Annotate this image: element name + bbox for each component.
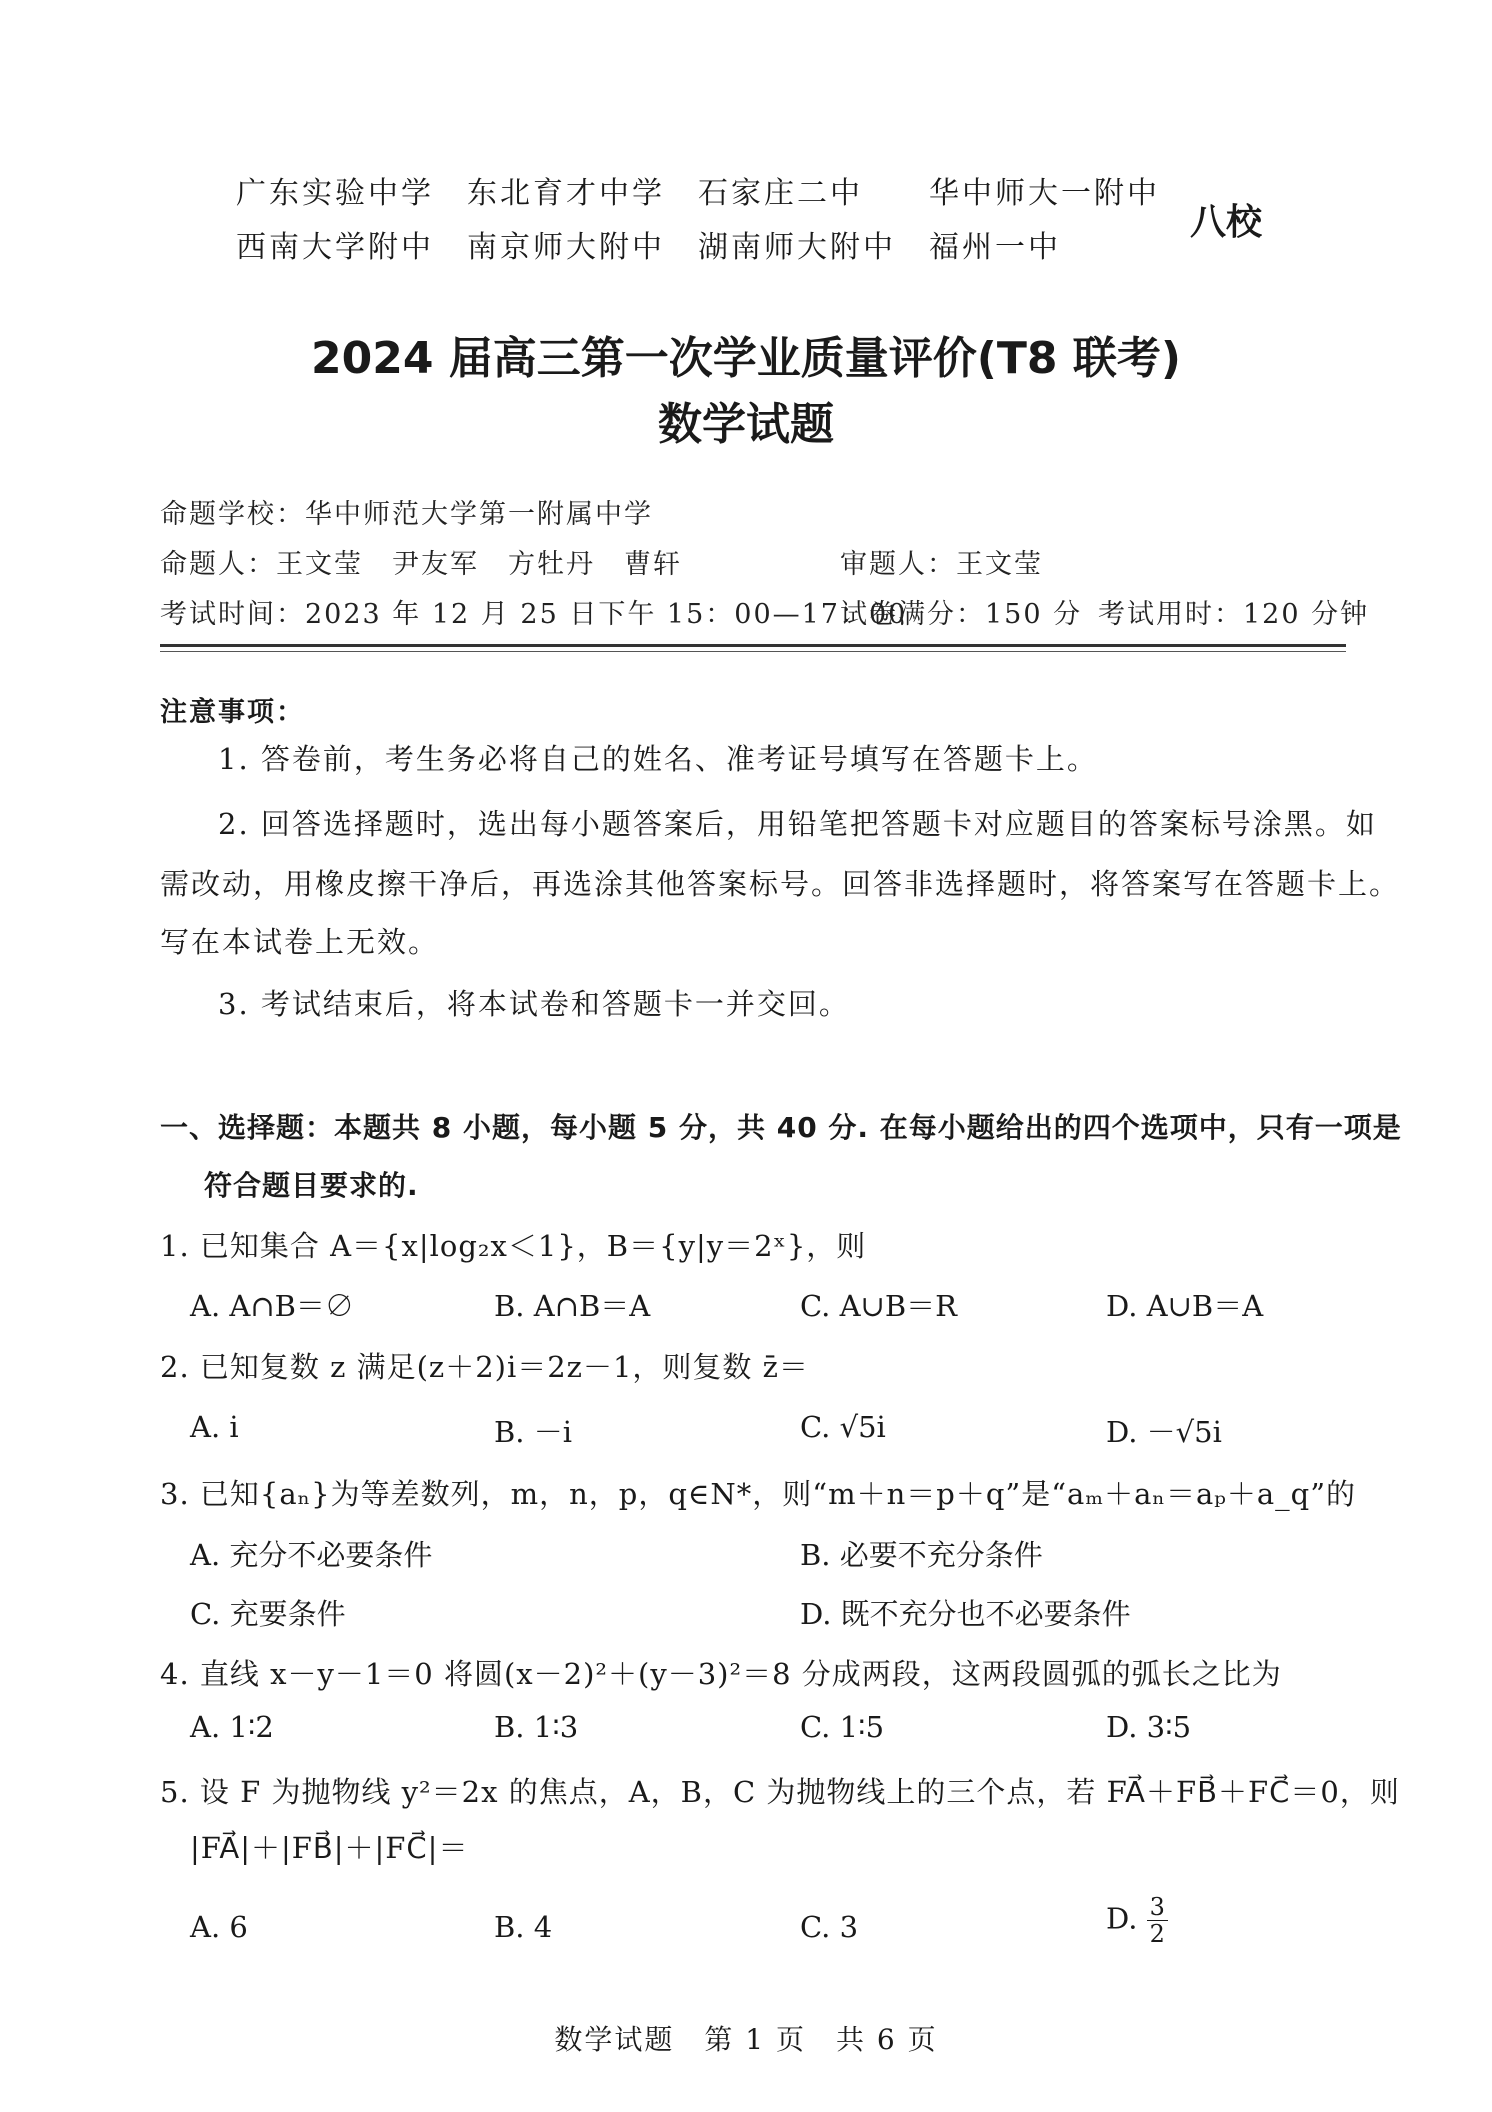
- question-4-option-a: A. 1∶2: [190, 1710, 274, 1744]
- notice-item-2-line-3: 写在本试卷上无效。: [160, 925, 440, 959]
- question-1-option-d: D. A∪B＝A: [1106, 1289, 1264, 1323]
- question-2-option-c: C. √5i: [800, 1410, 886, 1444]
- question-5-option-b: B. 4: [494, 1910, 553, 1944]
- question-2-option-d: D. －√5i: [1106, 1415, 1222, 1449]
- notice-item-1: 1. 答卷前，考生务必将自己的姓名、准考证号填写在答题卡上。: [218, 742, 1098, 776]
- question-5-stem-line-2: |FA⃗|＋|FB⃗|＋|FC⃗|＝: [190, 1831, 469, 1865]
- question-5-option-d-fraction: [1147, 1894, 1168, 1947]
- duration: 考试用时：120 分钟: [1098, 599, 1370, 630]
- question-3-option-a: A. 充分不必要条件: [190, 1538, 433, 1572]
- question-4-stem: 4. 直线 x－y－1＝0 将圆(x－2)²＋(y－3)²＝8 分成两段，这两段圆弧的弧长之比为: [160, 1657, 1282, 1691]
- full-score: 试卷满分：150 分: [840, 599, 1083, 630]
- setter-school: 命题学校：华中师范大学第一附属中学: [160, 499, 653, 530]
- question-2-option-a: A. i: [190, 1410, 239, 1444]
- question-3-option-b: B. 必要不充分条件: [800, 1538, 1043, 1572]
- question-5-option-c: C. 3: [800, 1910, 859, 1944]
- divider-thin: [160, 651, 1346, 652]
- question-5-option-d-prefix: D.: [1106, 1901, 1138, 1936]
- fraction-numerator: 3: [1147, 1894, 1168, 1921]
- exam-subject: 数学试题: [658, 399, 834, 450]
- question-3-option-d: D. 既不充分也不必要条件: [800, 1597, 1131, 1631]
- notice-heading: 注意事项：: [160, 697, 305, 728]
- schools-row-1: 广东实验中学 东北育才中学 石家庄二中 华中师大一附中: [236, 176, 1160, 211]
- notice-item-3: 3. 考试结束后，将本试卷和答题卡一并交回。: [218, 987, 850, 1021]
- section-heading-line-2: 符合题目要求的.: [204, 1169, 419, 1202]
- question-3-option-c: C. 充要条件: [190, 1597, 346, 1631]
- question-5-option-d: [1106, 1894, 1168, 1947]
- page-footer: 数学试题 第 1 页 共 6 页: [554, 2023, 938, 2056]
- question-4-option-c: C. 1∶5: [800, 1710, 885, 1744]
- question-2-option-b: B. －i: [494, 1415, 573, 1449]
- eight-schools-badge: 八校: [1190, 202, 1263, 243]
- question-5-stem-line-1: 5. 设 F 为抛物线 y²＝2x 的焦点，A，B，C 为抛物线上的三个点，若 FA⃗＋FB⃗＋FC⃗＝0，则: [160, 1775, 1400, 1809]
- question-3-stem: 3. 已知{aₙ}为等差数列，m，n，p，q∈N*，则“m＋n＝p＋q”是“aₘ＋aₙ＝aₚ＋a_q”的: [160, 1477, 1357, 1511]
- notice-item-2-line-1: 2. 回答选择题时，选出每小题答案后，用铅笔把答题卡对应题目的答案标号涂黑。如: [218, 807, 1377, 841]
- question-1-option-c: C. A∪B＝R: [800, 1289, 957, 1323]
- reviewer: 审题人：王文莹: [840, 549, 1043, 580]
- exam-time: 考试时间：2023 年 12 月 25 日下午 15：00—17：00: [160, 599, 908, 630]
- question-4-option-b: B. 1∶3: [494, 1710, 579, 1744]
- question-1-stem: 1. 已知集合 A＝{x|log₂x＜1}，B＝{y|y＝2ˣ}，则: [160, 1229, 867, 1263]
- section-heading-line-1: 一、选择题：本题共 8 小题，每小题 5 分，共 40 分. 在每小题给出的四个选项中，只有一项是: [160, 1111, 1402, 1144]
- question-2-stem: 2. 已知复数 z 满足(z＋2)i＝2z－1，则复数 z̄＝: [160, 1350, 809, 1384]
- question-1-option-b: B. A∩B＝A: [494, 1289, 651, 1323]
- divider-thick: [160, 644, 1346, 647]
- question-4-option-d: D. 3∶5: [1106, 1710, 1192, 1744]
- setters: 命题人：王文莹 尹友军 方牡丹 曹轩: [160, 549, 682, 580]
- notice-item-2-line-2: 需改动，用橡皮擦干净后，再选涂其他答案标号。回答非选择题时，将答案写在答题卡上。: [160, 867, 1401, 901]
- schools-row-2: 西南大学附中 南京师大附中 湖南师大附中 福州一中: [236, 230, 1061, 265]
- question-5-option-a: A. 6: [190, 1910, 248, 1944]
- question-1-option-a: A. A∩B＝∅: [190, 1289, 354, 1323]
- fraction-denominator: 2: [1149, 1920, 1165, 1948]
- exam-title: 2024 届高三第一次学业质量评价(T8 联考): [311, 333, 1181, 384]
